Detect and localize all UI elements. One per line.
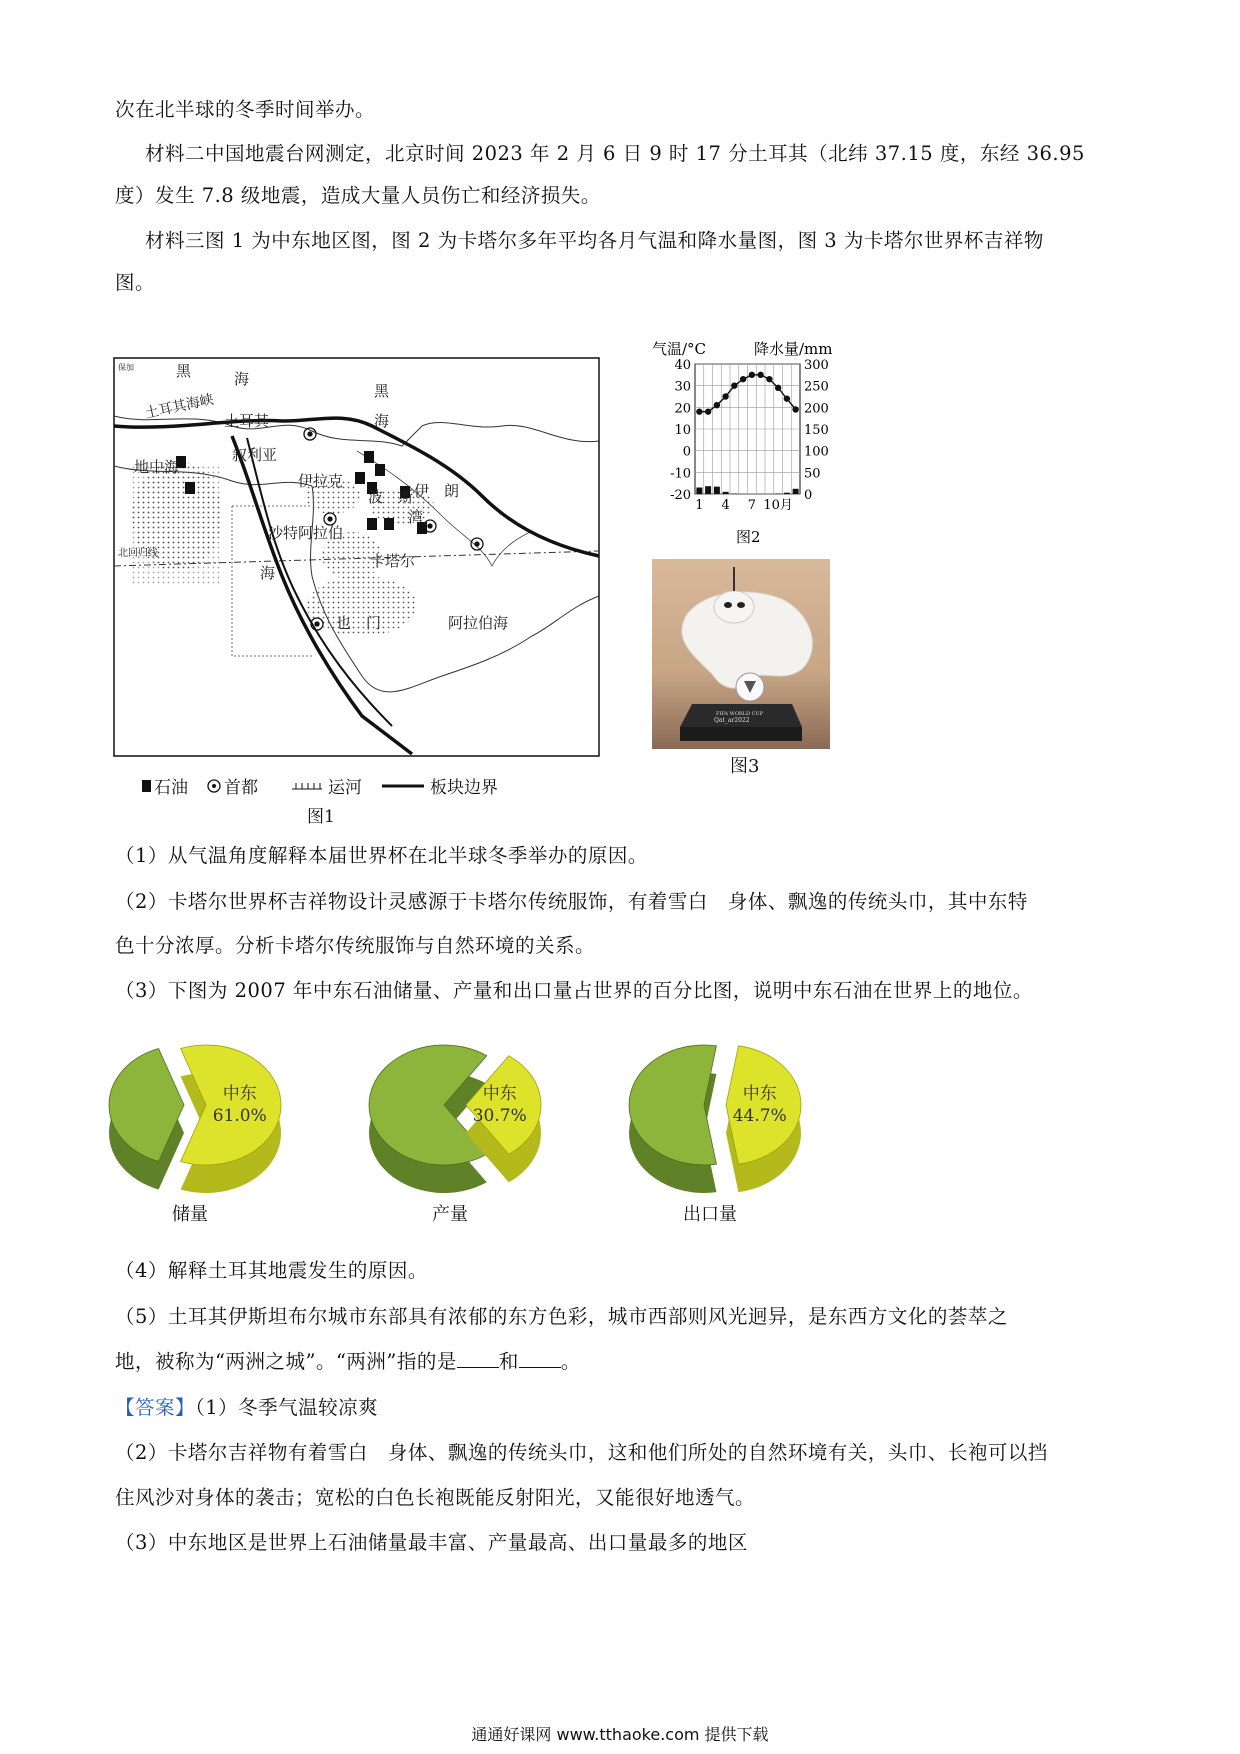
climate-right-title: 降水量/mm [754, 340, 833, 358]
climate-y2tick: 0 [804, 488, 813, 503]
answer-3: （3）中东地区是世界上石油储量最丰富、产量最高、出口量最多的地区 [115, 1531, 748, 1554]
climate-ytick: 20 [674, 401, 691, 417]
map-label-saudi: 沙特阿拉伯 [268, 524, 344, 542]
climate-ytick: -10 [670, 466, 691, 482]
figure2-caption: 图2 [736, 528, 761, 546]
climate-precip-bar [696, 488, 702, 495]
climate-temp-point [740, 376, 746, 382]
climate-y2tick: 250 [804, 379, 829, 395]
figure3-caption: 图3 [730, 756, 760, 777]
legend-capital: 首都 [224, 778, 258, 798]
climate-ytick: 0 [682, 444, 691, 460]
answer-blank-2[interactable] [519, 1349, 561, 1368]
climate-y2tick: 150 [804, 423, 829, 438]
pie-title: 储量 [172, 1204, 208, 1225]
question-5-text-a: 地，被称为“两洲之城”。“两洲”指的是 [115, 1350, 457, 1373]
answer-2-line2: 住风沙对身体的袭击；宽松的白色长袍既能反射阳光，又能很好地透气。 [115, 1486, 756, 1509]
climate-temp-point [731, 382, 737, 388]
climate-xtick: 10月 [763, 498, 793, 513]
climate-precip-bar [723, 492, 729, 494]
climate-temp-point [696, 408, 702, 414]
climate-precip-bar [784, 493, 790, 494]
climate-temp-point [757, 372, 763, 378]
pie-label: 中东 [222, 1084, 257, 1104]
material-two-line2: 度）发生 7.8 级地震，造成大量人员伤亡和经济损失。 [115, 184, 601, 207]
map-label-bulgaria: 保加 [118, 363, 134, 372]
pie-value-label: 30.7% [472, 1106, 527, 1126]
figure1-caption: 图1 [307, 807, 335, 826]
map-label-gulf: 波 斯 [368, 488, 414, 506]
climate-xtick: 1 [695, 498, 704, 513]
climate-precip-bar [793, 489, 799, 494]
question-5-text-b: 和 [498, 1350, 519, 1373]
climate-temp-point [784, 395, 790, 401]
answer-blank-1[interactable] [457, 1349, 499, 1368]
climate-y2tick: 200 [804, 401, 829, 417]
pie-label: 中东 [482, 1084, 517, 1104]
climate-temp-point [775, 385, 781, 391]
climate-temp-point [749, 372, 755, 378]
climate-precip-bar [705, 486, 711, 494]
oil-share-pie-charts [105, 1030, 845, 1230]
legend-plate-boundary: 板块边界 [430, 778, 498, 798]
pie-value-label: 44.7% [732, 1106, 787, 1126]
map-label-black-sea-w: 黑 [176, 362, 192, 380]
climate-xtick: 4 [721, 498, 730, 513]
answer-1-text: （1）冬季气温较凉爽 [195, 1396, 379, 1419]
map-label-yemen: 也 门 [336, 614, 382, 632]
answer-tag: 【答案】 [115, 1396, 196, 1419]
climate-ytick: 40 [674, 358, 691, 373]
climate-ytick: 30 [674, 379, 691, 395]
question-5-line1: （5）土耳其伊斯坦布尔城市东部具有浓郁的东方色彩，城市西部则风光迥异，是东西方文化的荟萃之 [115, 1305, 1008, 1328]
map-label-syria: 叙利亚 [232, 446, 278, 464]
answer-1 [115, 1395, 378, 1421]
climate-ytick: -20 [670, 488, 691, 503]
map-label-mediterranean: 地中海 [134, 458, 180, 476]
question-5-line2 [115, 1349, 581, 1375]
map-label-iran: 伊 朗 [414, 482, 460, 500]
map-label-black-sea-w2: 海 [234, 370, 250, 388]
climate-y2tick: 50 [804, 466, 821, 482]
question-3: （3）下图为 2007 年中东石油储量、产量和出口量占世界的百分比图，说明中东石油在世界上的地位。 [115, 979, 1033, 1002]
middle-east-map [112, 356, 612, 826]
pie-value-label: 61.0% [212, 1106, 267, 1126]
material-three-line1: 材料三图 1 为中东地区图，图 2 为卡塔尔多年平均各月气温和降水量图，图 3 为卡塔尔世界杯吉祥物 [145, 229, 1044, 252]
mascot-base-text1: FIFA WORLD CUP [716, 711, 764, 717]
climate-xtick: 7 [747, 498, 757, 513]
map-label-qatar: 卡塔尔 [370, 552, 416, 570]
climate-ytick: 10 [674, 423, 691, 438]
qatar-climate-chart [650, 336, 850, 546]
legend-canal: 运河 [328, 778, 362, 798]
map-label-red-sea: 海 [260, 564, 276, 582]
climate-precip-bar [714, 487, 720, 494]
climate-left-title: 气温/°C [652, 340, 707, 358]
page-footer: 通通好课网 www.tthaoke.com 提供下载 [471, 1725, 769, 1744]
map-label-iraq: 伊拉克 [298, 472, 344, 490]
pie-label: 中东 [742, 1084, 777, 1104]
answer-2-line1: （2）卡塔尔吉祥物有着雪白 身体、飘逸的传统头巾，这和他们所处的自然环境有关，头巾、长袍可以挡 [115, 1441, 1048, 1464]
map-label-gulf2: 湾 [408, 508, 424, 526]
question-4: （4）解释土耳其地震发生的原因。 [115, 1259, 428, 1282]
material-three-line2: 图。 [115, 271, 156, 294]
climate-temp-point [705, 408, 711, 414]
map-label-arabian-sea: 阿拉伯海 [448, 614, 509, 632]
climate-temp-point [766, 376, 772, 382]
mascot-base-text2: Qat_ar2022 [714, 717, 750, 724]
map-label-black-sea-e2: 海 [374, 412, 390, 430]
material-two-line1: 材料二中国地震台网测定，北京时间 2023 年 2 月 6 日 9 时 17 分土耳其（北纬 37.15 度，东经 36.95 [145, 142, 1085, 165]
map-label-black-sea-e: 黑 [374, 382, 390, 400]
question-2-line2: 色十分浓厚。分析卡塔尔传统服饰与自然环境的关系。 [115, 934, 596, 957]
climate-y2tick: 100 [804, 444, 829, 460]
question-1: （1）从气温角度解释本届世界杯在北半球冬季举办的原因。 [115, 844, 648, 867]
map-label-tropic: 北回归线 [118, 548, 158, 559]
paragraph-intro-end: 次在北半球的冬季时间举办。 [115, 98, 376, 121]
question-2-line1: （2）卡塔尔世界杯吉祥物设计灵感源于卡塔尔传统服饰，有着雪白 身体、飘逸的传统头巾，其中东特 [115, 890, 1028, 913]
map-label-turkey: 土耳其 [224, 412, 270, 430]
climate-temp-point [714, 402, 720, 408]
pie-title: 出口量 [683, 1204, 737, 1225]
climate-y2tick: 300 [804, 358, 829, 373]
map-label-strait: 土耳其海峡 [143, 391, 216, 422]
pie-title: 产量 [432, 1204, 468, 1225]
question-5-text-c: 。 [560, 1350, 581, 1373]
climate-temp-point [792, 406, 798, 412]
legend-oil: 石油 [154, 778, 188, 798]
mascot-photo [652, 559, 830, 749]
climate-temp-point [722, 393, 728, 399]
